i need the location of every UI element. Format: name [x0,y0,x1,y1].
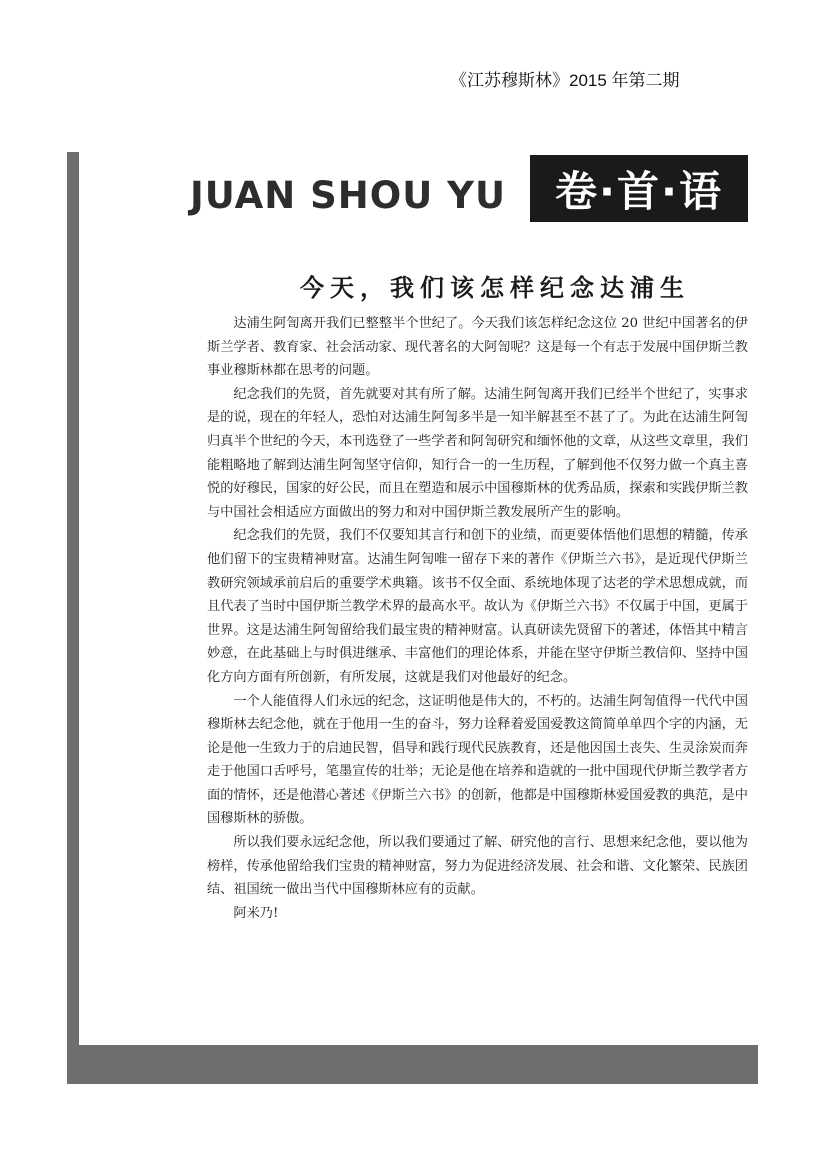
article-paragraph: 纪念我们的先贤，我们不仅要知其言行和创下的业绩，而更要体悟他们思想的精髓，传承他们留下的宝贵精神财富。达浦生阿訇唯一留存下来的著作《伊斯兰六书》，是近现代伊斯兰教研究领域承前启后的重要学术典籍。该书不仅全面、系统地体现了达老的学术思想成就，而且代表了当时中国伊斯兰教学术界的最高水平。故认为《伊斯兰六书》不仅属于中国，更属于世界。这是达浦生阿訇留给我们最宝贵的精神财富。认真研读先贤留下的著述，体悟其中精言妙意，在此基础上与时俱进继承、丰富他们的理论体系，并能在坚守伊斯兰教信仰、坚持中国化方向方面有所创新，有所发展，这就是我们对他最好的纪念。 [207,528,748,685]
article-closing: 阿米乃! [233,905,279,921]
article-paragraph: 一个人能值得人们永远的纪念，这证明他是伟大的，不朽的。达浦生阿訇值得一代代中国穆斯林去纪念他，就在于他用一生的奋斗，努力诠释着爱国爱教这简简单单四个字的内涵，无论是他一生致力于的启迪民智，倡导和践行现代民族教育，还是他因国土丧失、生灵涂炭而奔走于他国口舌呼号，笔墨宣传的壮举；无论是他在培养和造就的一批中国现代伊斯兰教学者方面的情怀，还是他潜心著述《伊斯兰六书》的创新，他都是中国穆斯林爱国爱教的典范，是中国穆斯林的骄傲。 [207,693,748,827]
bottom-decorative-bar [79,1045,758,1084]
article-body [207,312,748,925]
article-paragraph: 纪念我们的先贤，首先就要对其有所了解。达浦生阿訇离开我们已经半个世纪了，实事求是的说，现在的年轻人，恐怕对达浦生阿訇多半是一知半解甚至不甚了了。为此在达浦生阿訇归真半个世纪的今天，本刊选登了一些学者和阿訇研究和缅怀他的文章，从这些文章里，我们能粗略地了解到达浦生阿訇坚守信仰，知行合一的一生历程，了解到他不仅努力做一个真主喜悦的好穆民，国家的好公民，而且在塑造和展示中国穆斯林的优秀品质，探索和实践伊斯兰教与中国社会相适应方面做出的努力和对中国伊斯兰教发展所产生的影响。 [207,386,748,520]
left-decorative-bar [67,152,79,1084]
section-title-chinese: 卷·首·语 [530,155,748,222]
article-paragraph: 所以我们要永远纪念他，所以我们要通过了解、研究他的言行、思想来纪念他，要以他为榜样，传承他留给我们宝贵的精神财富，努力为促进经济发展、社会和谐、文化繁荣、民族团结、祖国统一做出当代中国穆斯林应有的贡献。 [207,835,748,898]
journal-issue-header: 《江苏穆斯林》2015 年第二期 [450,71,680,90]
article-paragraph: 达浦生阿訇离开我们已整整半个世纪了。今天我们该怎样纪念这位 20 世纪中国著名的伊斯兰学者、教育家、社会活动家、现代著名的大阿訇呢？这是每一个有志于发展中国伊斯兰教事业穆斯林都在思考的问题。 [207,316,748,379]
article-title: 今天，我们该怎样纪念达浦生 [300,274,690,302]
section-title-english: JUAN SHOU YU [190,174,506,217]
